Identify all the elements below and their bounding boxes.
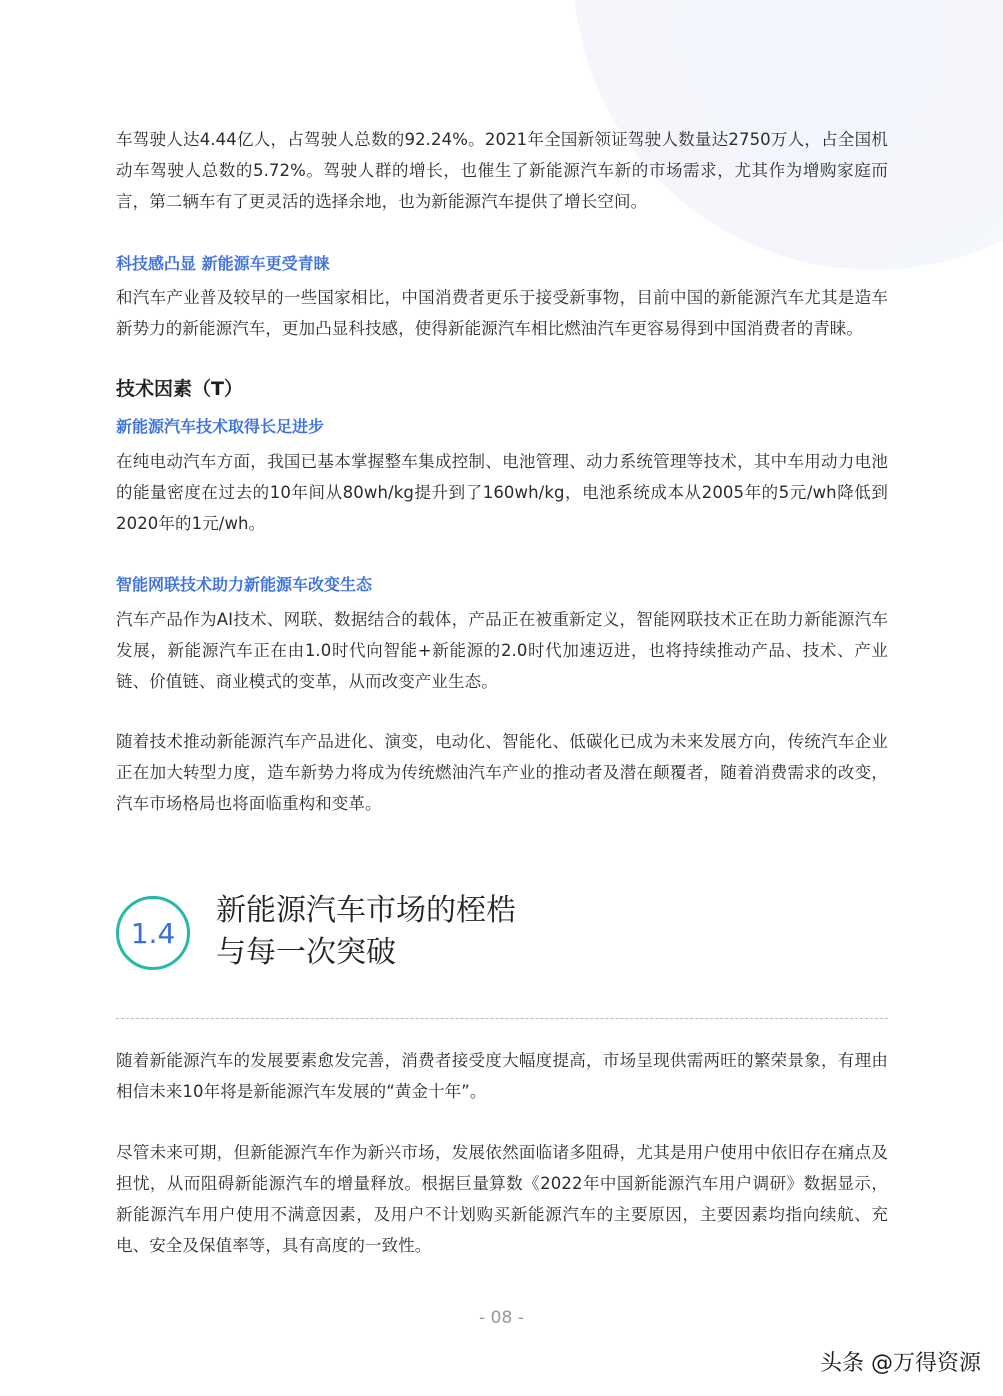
watermark: 头条 @万得资源 — [820, 1351, 981, 1376]
paragraph-obstacles: 尽管未来可期，但新能源汽车作为新兴市场，发展依然面临诸多阻碍，尤其是用户使用中依旧存在痛点及担忧，从而阻碍新能源汽车的增量释放。根据巨量算数《2022年中国新能源汽车用户调研》数据显示，新能源汽车用户使用不满意因素，及用户不计划购买新能源汽车的主要原因，主要因素均指向续航、充电、安全及保值率等，具有高度的一致性。 — [116, 1143, 888, 1255]
chapter-title-line-1: 新能源汽车市场的桎梏 — [216, 893, 516, 928]
chapter-number: 1.4 — [130, 916, 176, 950]
paragraph-golden-decade: 随着新能源汽车的发展要素愈发完善，消费者接受度大幅度提高，市场呈现供需两旺的繁荣景象，有理由相信未来10年将是新能源汽车发展的“黄金十年”。 — [116, 1051, 888, 1101]
paragraph-driver-stats: 车驾驶人达4.44亿人，占驾驶人总数的92.24%。2021年全国新领证驾驶人数量达2750万人，占全国机动车驾驶人总数的5.72%。驾驶人群的增长，也催生了新能源汽车新的市场需求，尤其作为增购家庭而言，第二辆车有了更灵活的选择余地，也为新能源汽车提供了增长空间。 — [116, 130, 888, 211]
paragraph-consumer-preference: 和汽车产业普及较早的一些国家相比，中国消费者更乐于接受新事物，目前中国的新能源汽车尤其是造车新势力的新能源汽车，更加凸显科技感，使得新能源汽车相比燃油汽车更容易得到中国消费者的青睐。 — [116, 288, 888, 338]
paragraph-smart-network: 汽车产品作为AI技术、网联、数据结合的载体，产品正在被重新定义，智能网联技术正在助力新能源汽车发展，新能源汽车正在由1.0时代向智能+新能源的2.0时代加速迈进，也将持续推动产品、技术、产业链、价值链、商业模式的变革，从而改变产业生态。 — [116, 610, 888, 691]
chapter-title — [216, 890, 516, 974]
subtitle-tech-sense: 科技感凸显 新能源车更受青睐 — [116, 254, 330, 273]
chapter-title-line-2: 与每一次突破 — [216, 935, 396, 970]
page-number: - 08 - — [479, 1308, 524, 1328]
paragraph-battery-tech: 在纯电动汽车方面，我国已基本掌握整车集成控制、电池管理、动力系统管理等技术，其中车用动力电池的能量密度在过去的10年间从80wh/kg提升到了160wh/kg，电池系统成本从2005年的5元/wh降低到2020年的1元/wh。 — [116, 452, 888, 533]
chapter-number-badge — [116, 896, 190, 970]
paragraph-industry-trend: 随着技术推动新能源汽车产品进化、演变，电动化、智能化、低碳化已成为未来发展方向，传统汽车企业正在加大转型力度，造车新势力将成为传统燃油汽车产业的推动者及潜在颠覆者，随着消费需求的改变，汽车市场格局也将面临重构和变革。 — [116, 732, 888, 813]
subtitle-tech-progress: 新能源汽车技术取得长足进步 — [116, 417, 325, 436]
subtitle-smart-network: 智能网联技术助力新能源车改变生态 — [116, 575, 373, 594]
section-heading-tech-factors: 技术因素（T） — [116, 378, 243, 400]
dashed-divider — [116, 1018, 888, 1019]
